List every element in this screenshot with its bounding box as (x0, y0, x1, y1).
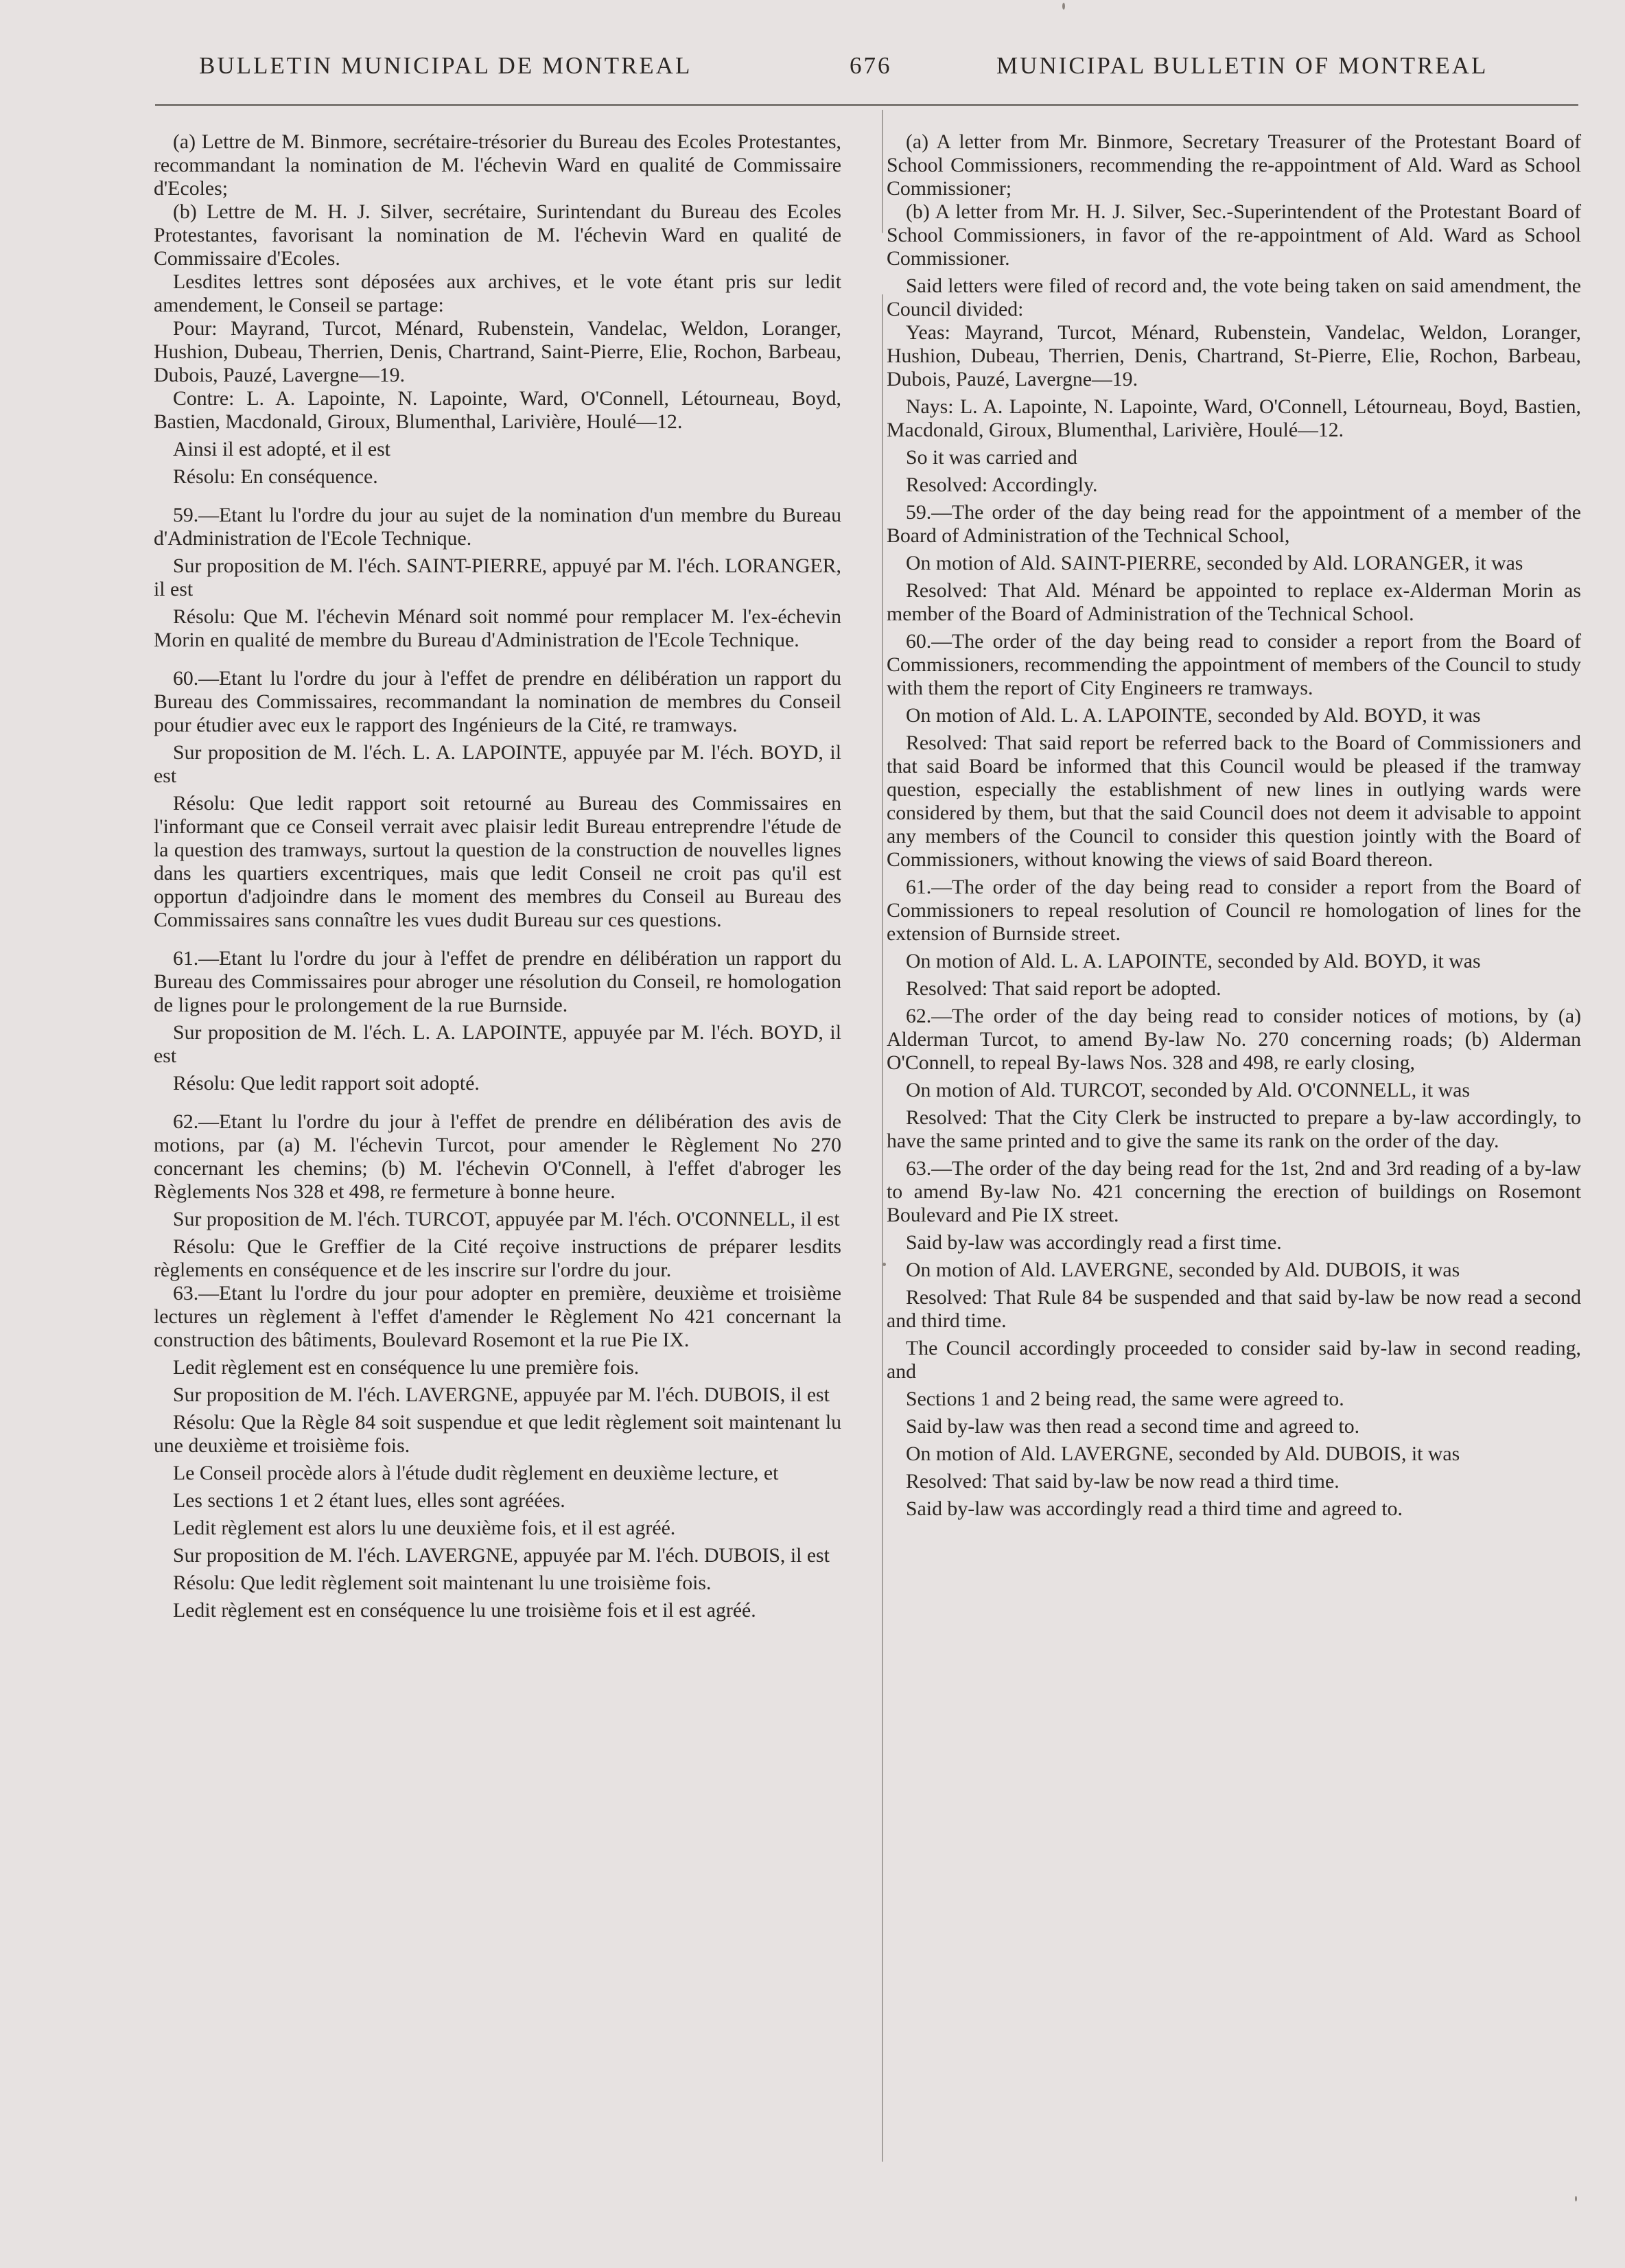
paragraph: Resolved: That Ald. Ménard be appointed to replace ex-Alderman Morin as member of the Board of Administration of the Technical School. (887, 579, 1581, 625)
paragraph: Le Conseil procède alors à l'étude dudit règlement en deuxième lecture, et (173, 1462, 779, 1484)
paragraph: (b) Lettre de M. H. J. Silver, secrétaire, Surintendant du Bureau des Ecoles Protestantes, favorisant la nomination de M. l'échevin Ward en qualité de Commissaire d'Ecoles. (154, 200, 841, 270)
paragraph: (b) A letter from Mr. H. J. Silver, Sec.-Superintendent of the Protestant Board of School Commissioners, in favor of the re-appointment of Ald. Ward as School Commissioner. (887, 200, 1581, 270)
header-rule-right (707, 104, 1578, 106)
paragraph: Pour: Mayrand, Turcot, Ménard, Rubenstein, Vandelac, Weldon, Loranger, Hushion, Dubeau, Therrien, Denis, Chartrand, Saint-Pierre, Elie, Rochon, Barbeau, Dubois, Pauzé, Lavergne—19. (154, 317, 841, 386)
paragraph: (a) Lettre de M. Binmore, secrétaire-trésorier du Bureau des Ecoles Protestantes, recommandant la nomination de M. l'échevin Ward en qualité de Commissaire d'Ecoles; (154, 130, 841, 200)
paragraph: Sur proposition de M. l'éch. SAINT-PIERRE, appuyé par M. l'éch. LORANGER, il est (154, 554, 841, 600)
english-column (887, 130, 1581, 1521)
paper-speck (1575, 2196, 1577, 2201)
paragraph: 60.—The order of the day being read to consider a report from the Board of Commissioners, recommending the appointment of members of the Council to study with them the report of City Engineers re tramways. (887, 630, 1581, 699)
paragraph: 61.—The order of the day being read to consider a report from the Board of Commissioners to repeal resolution of Council re homologation of lines for the extension of Burnside street. (887, 876, 1581, 945)
paragraph: Sections 1 and 2 being read, the same were agreed to. (906, 1388, 1344, 1410)
paragraph: Sur proposition de M. l'éch. LAVERGNE, appuyée par M. l'éch. DUBOIS, il est (173, 1544, 830, 1567)
paragraph: Sur proposition de M. l'éch. L. A. LAPOINTE, appuyée par M. l'éch. BOYD, il est (154, 741, 841, 787)
column-divider (882, 110, 883, 2162)
page-header (0, 52, 1625, 93)
paragraph: On motion of Ald. LAVERGNE, seconded by Ald. DUBOIS, it was (906, 1442, 1460, 1465)
paragraph: On motion of Ald. L. A. LAPOINTE, seconded by Ald. BOYD, it was (906, 950, 1481, 972)
paragraph: Said by-law was then read a second time and agreed to. (906, 1415, 1360, 1438)
paragraph: So it was carried and (906, 446, 1077, 469)
paper-speck (882, 1263, 886, 1266)
paragraph: Les sections 1 et 2 étant lues, elles sont agréées. (173, 1489, 565, 1512)
paragraph: On motion of Ald. LAVERGNE, seconded by Ald. DUBOIS, it was (906, 1259, 1460, 1281)
paragraph: Résolu: Que M. l'échevin Ménard soit nommé pour remplacer M. l'ex-échevin Morin en qualité de membre du Bureau d'Administration de l'Ecole Technique. (154, 605, 841, 651)
paragraph: Resolved: That the City Clerk be instructed to prepare a by-law accordingly, to have the same printed and to give the same its rank on the order of the day. (887, 1106, 1581, 1152)
paper-speck (1062, 3, 1065, 10)
paragraph: 61.—Etant lu l'ordre du jour à l'effet de prendre en délibération un rapport du Bureau des Commissaires pour abroger une résolution du Conseil, re homologation de lignes pour le prolongement de la rue Burnside. (154, 947, 841, 1016)
page-number: 676 (850, 52, 892, 79)
paragraph: 62.—Etant lu l'ordre du jour à l'effet de prendre en délibération des avis de motions, par (a) M. l'échevin Turcot, pour amender le Règlement No 270 concernant les chemins; (b) M. l'échevin O'Connell, à l'effet d'abroger les Règlements Nos 328 et 498, re fermeture à bonne heure. (154, 1110, 841, 1203)
paragraph: 60.—Etant lu l'ordre du jour à l'effet de prendre en délibération un rapport du Bureau des Commissaires, recommandant la nomination de membres du Conseil pour étudier avec eux le rapport des Ingénieurs de la Cité, re tramways. (154, 667, 841, 736)
paragraph: Ainsi il est adopté, et il est (173, 438, 390, 460)
paragraph: Yeas: Mayrand, Turcot, Ménard, Rubenstein, Vandelac, Weldon, Loranger, Hushion, Dubeau, Therrien, Denis, Chartrand, St-Pierre, Elie, Rochon, Barbeau, Dubois, Pauzé, Lavergne—19. (887, 321, 1581, 390)
header-rule-left (155, 104, 708, 106)
paragraph: Ledit règlement est en conséquence lu une première fois. (173, 1356, 640, 1379)
paragraph: (a) A letter from Mr. Binmore, Secretary Treasurer of the Protestant Board of School Commissioners, recommending the re-appointment of Ald. Ward as School Commissioner; (887, 130, 1581, 200)
paragraph: Said letters were filed of record and, the vote being taken on said amendment, the Council divided: (887, 274, 1581, 320)
paragraph: Resolved: That Rule 84 be suspended and that said by-law be now read a second and third time. (887, 1286, 1581, 1332)
paragraph: Resolved: Accordingly. (906, 474, 1098, 496)
paragraph: On motion of Ald. SAINT-PIERRE, seconded by Ald. LORANGER, it was (906, 552, 1523, 574)
paragraph: Sur proposition de M. l'éch. LAVERGNE, appuyée par M. l'éch. DUBOIS, il est (173, 1383, 830, 1406)
header-title-french: BULLETIN MUNICIPAL DE MONTREAL (199, 52, 692, 79)
paragraph: Resolved: That said report be referred back to the Board of Commissioners and that said Board be informed that this Council would be pleased if the tramway question, especially the establishment of new lines in outlying wards were considered by them, but that the said Council does not deem it advisable to appoint any members of the Council to consider this question jointly with the Board of Commissioners, without knowing the views of said Board thereon. (887, 732, 1581, 871)
paragraph: Résolu: Que la Règle 84 soit suspendue et que ledit règlement soit maintenant lu une deuxième et troisième fois. (154, 1411, 841, 1457)
paragraph: 59.—The order of the day being read for the appointment of a member of the Board of Administration of the Technical School, (887, 501, 1581, 547)
paragraph: Nays: L. A. Lapointe, N. Lapointe, Ward, O'Connell, Létourneau, Boyd, Bastien, Macdonald, Giroux, Blumenthal, Larivière, Houlé—12. (887, 395, 1581, 441)
paragraph: Ledit règlement est alors lu une deuxième fois, et il est agréé. (173, 1517, 676, 1539)
header-title-english: MUNICIPAL BULLETIN OF MONTREAL (996, 52, 1488, 79)
paragraph: Said by-law was accordingly read a first time. (906, 1231, 1282, 1254)
paragraph: Résolu: En conséquence. (173, 465, 378, 488)
paragraph: 63.—Etant lu l'ordre du jour pour adopter en première, deuxième et troisième lectures un règlement à l'effet d'amender le Règlement No 421 concernant la construction des bâtiments, Boulevard Rosemont et la rue Pie IX. (154, 1282, 841, 1351)
paragraph: Resolved: That said by-law be now read a third time. (906, 1470, 1340, 1493)
paragraph: Ledit règlement est en conséquence lu une troisième fois et il est agréé. (173, 1599, 756, 1622)
paragraph: Sur proposition de M. l'éch. TURCOT, appuyée par M. l'éch. O'CONNELL, il est (173, 1208, 840, 1230)
paragraph: 59.—Etant lu l'ordre du jour au sujet de la nomination d'un membre du Bureau d'Administration de l'Ecole Technique. (154, 504, 841, 550)
paragraph: Résolu: Que ledit règlement soit maintenant lu une troisième fois. (173, 1571, 712, 1594)
paragraph: Résolu: Que ledit rapport soit retourné au Bureau des Commissaires en l'informant que ce Conseil verrait avec plaisir ledit Bureau entreprendre l'étude de la question des tramways, surtout la question de la construction de nouvelles lignes dans les quartiers excentriques, mais que ledit Conseil ne croit pas qu'il est opportun d'adjoindre dans le moment des membres du Conseil au Bureau des Commissaires sans connaître les vues dudit Bureau sur ces questions. (154, 792, 841, 931)
paragraph: Résolu: Que ledit rapport soit adopté. (173, 1072, 480, 1095)
paragraph: Resolved: That said report be adopted. (906, 977, 1221, 1000)
french-column (154, 130, 841, 1622)
paragraph: Said by-law was accordingly read a third time and agreed to. (906, 1497, 1403, 1520)
paragraph: 63.—The order of the day being read for the 1st, 2nd and 3rd reading of a by-law to amend By-law No. 421 concerning the erection of buildings on Rosemont Boulevard and Pie IX street. (887, 1157, 1581, 1226)
paragraph: Contre: L. A. Lapointe, N. Lapointe, Ward, O'Connell, Létourneau, Boyd, Bastien, Macdonald, Giroux, Blumenthal, Larivière, Houlé—12. (154, 387, 841, 433)
paragraph: On motion of Ald. L. A. LAPOINTE, seconded by Ald. BOYD, it was (906, 704, 1481, 727)
paragraph: On motion of Ald. TURCOT, seconded by Ald. O'CONNELL, it was (906, 1079, 1470, 1101)
paragraph: The Council accordingly proceeded to consider said by-law in second reading, and (887, 1337, 1581, 1383)
paragraph: Résolu: Que le Greffier de la Cité reçoive instructions de préparer lesdits règlements en conséquence et de les inscrire sur l'ordre du jour. (154, 1235, 841, 1281)
paragraph: Lesdites lettres sont déposées aux archives, et le vote étant pris sur ledit amendement, le Conseil se partage: (154, 270, 841, 316)
paragraph: Sur proposition de M. l'éch. L. A. LAPOINTE, appuyée par M. l'éch. BOYD, il est (154, 1021, 841, 1067)
paragraph: 62.—The order of the day being read to consider notices of motions, by (a) Alderman Turcot, to amend By-law No. 270 concerning roads; (b) Alderman O'Connell, to repeal By-laws Nos. 328 and 498, re early closing, (887, 1005, 1581, 1074)
